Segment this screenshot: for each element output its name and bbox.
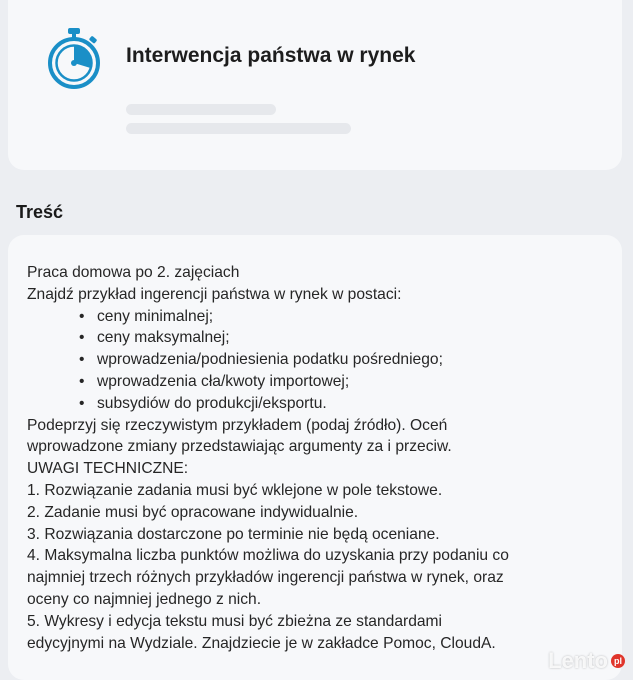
body-line: 4. Maksymalna liczba punktów możliwa do uzyskania przy podaniu co [27, 547, 509, 565]
watermark-text: Lento [548, 648, 608, 673]
task-header-card [8, 0, 622, 170]
list-item: • ceny minimalnej; [97, 306, 617, 328]
body-line: 1. Rozwiązanie zadania musi być wklejone w pole tekstowe. [27, 481, 443, 499]
stopwatch-icon [46, 27, 102, 89]
list-item: • subsydiów do produkcji/eksportu. [97, 393, 617, 415]
redacted-meta [126, 104, 356, 144]
list-item: • wprowadzenia/podniesienia podatku pośredniego; [97, 349, 617, 371]
intro-line: Znajdź przykład ingerencji państwa w rynek w postaci: [27, 285, 402, 303]
body-line: Podeprzyj się rzeczywistym przykładem (podaj źródło). Oceń [27, 416, 448, 434]
bullet-list [27, 306, 617, 415]
body-line: edycyjnymi na Wydziale. Znajdziecie je w zakładce Pomoc, CloudA. [27, 634, 496, 652]
body-line: 2. Zadanie musi być opracowane indywidualnie. [27, 503, 359, 521]
body-line: najmniej trzech różnych przykładów ingerencji państwa w rynek, oraz [27, 569, 504, 587]
task-title: Interwencja państwa w rynek [126, 44, 416, 67]
content-text [27, 262, 617, 654]
content-card [8, 235, 622, 680]
list-item: • ceny maksymalnej; [97, 327, 617, 349]
body-line: 5. Wykresy i edycja tekstu musi być zbieżna ze standardami [27, 612, 442, 630]
intro-line: Praca domowa po 2. zajęciach [27, 264, 240, 281]
body-line: 3. Rozwiązania dostarczone po terminie nie będą oceniane. [27, 525, 440, 543]
watermark-logo [548, 648, 625, 674]
body-line: UWAGI TECHNICZNE: [27, 460, 189, 478]
body-line: oceny co najmniej jednego z nich. [27, 590, 262, 608]
watermark-badge: pl [611, 654, 625, 668]
body-line: wprowadzone zmiany przedstawiając argumenty za i przeciw. [27, 438, 452, 456]
section-title: Treść [16, 202, 64, 222]
list-item: • wprowadzenia cła/kwoty importowej; [97, 371, 617, 393]
